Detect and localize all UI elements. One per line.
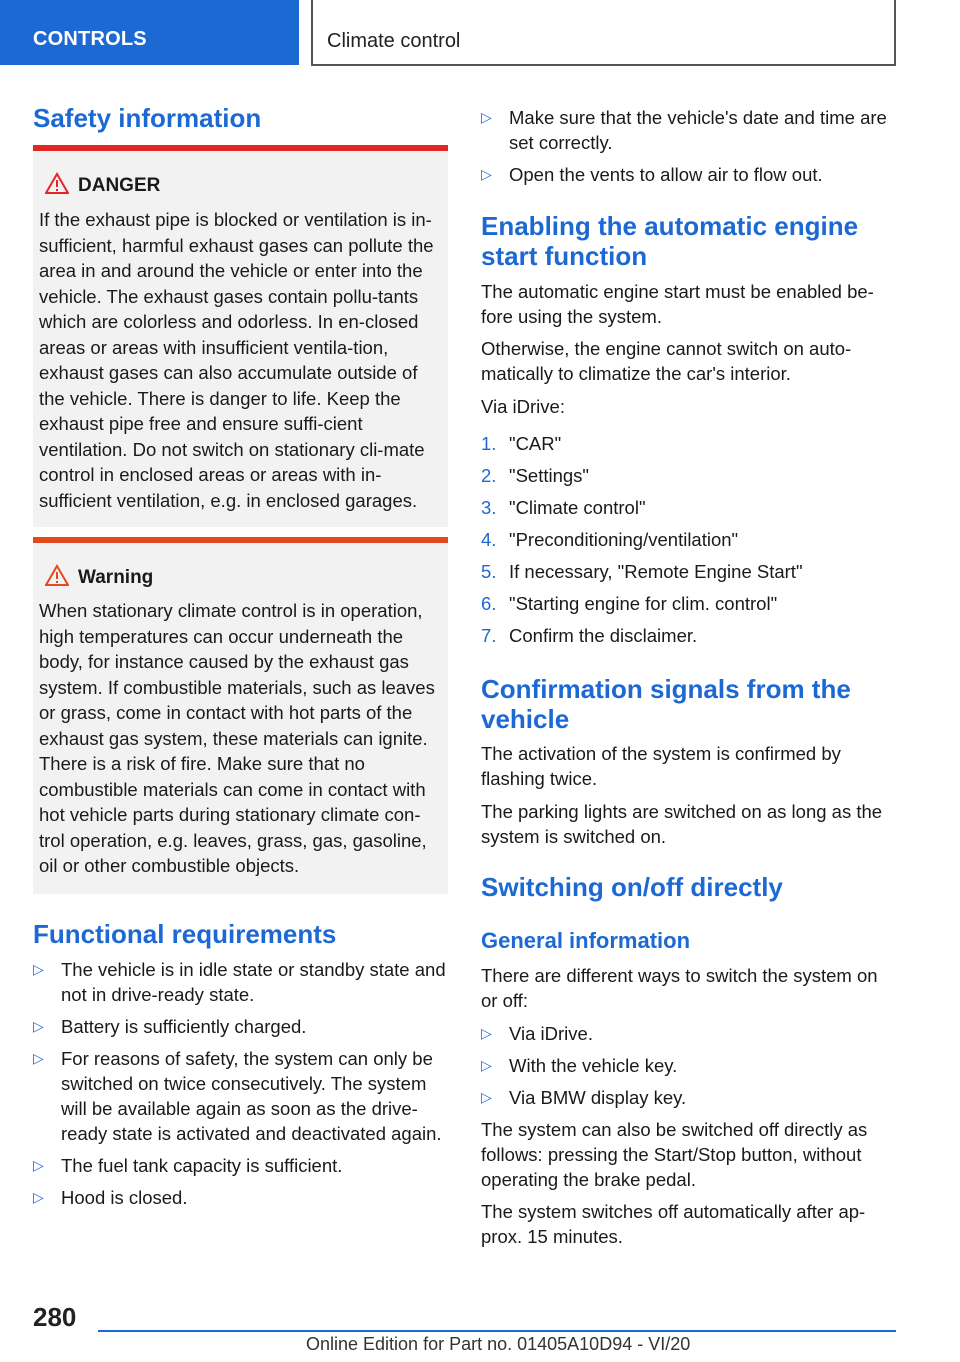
danger-text: If the exhaust pipe is blocked or ventilation is in-sufficient, harmful exhaust gases can pollute the area in and around the vehicle or enter into the vehicle. The exhaust gases contain pollu-tants which are colorless and odorless. In en-closed areas or areas with insufficient ventila-tion, exhaust gases can also accumulate outside of the vehicle. There is danger to life. Keep the exhaust pipe free and ensure suffi-cient ventilation. Do not switch on stationary cli-mate control in enclosed areas or areas with in-sufficient ventilation, e.g. in enclosed garages. — [39, 209, 434, 511]
triangle-bullet-icon: ▷ — [481, 166, 492, 182]
list-item: ▷ Make sure that the vehicle's date and time are set correctly. — [481, 107, 887, 153]
warning-title: Warning — [78, 567, 154, 588]
warning-bar — [33, 537, 448, 543]
warning-box — [33, 537, 448, 894]
triangle-bullet-icon: ▷ — [33, 1018, 44, 1034]
danger-bar — [33, 145, 448, 151]
header-section-tab — [0, 0, 299, 65]
triangle-bullet-icon: ▷ — [481, 109, 492, 125]
list-item: ▷ Via iDrive. — [481, 1023, 593, 1044]
functional-heading: Functional requirements — [33, 919, 337, 949]
list-item: 7. Confirm the disclaimer. — [481, 625, 698, 646]
confirmation-paragraph-2: The parking lights are switched on as long as the system is switched on. — [481, 801, 883, 847]
ways-list — [481, 1021, 896, 1117]
general-paragraph-3: The system switches off automatically after ap-prox. 15 minutes. — [481, 1201, 866, 1247]
steps-list — [481, 431, 896, 655]
footer-edition: Online Edition for Part no. 01405A10D94 - VI/20 — [306, 1334, 691, 1354]
header-chapter-tab — [311, 0, 896, 66]
triangle-bullet-icon: ▷ — [33, 1157, 44, 1173]
list-item: ▷ Hood is closed. — [33, 1187, 188, 1208]
list-item: ▷ Via BMW display key. — [481, 1087, 687, 1108]
general-info-heading: General information — [481, 928, 691, 953]
list-item: 2. "Settings" — [481, 465, 589, 486]
warning-text: When stationary climate control is in operation, high temperatures can occur underneath the body, for instance caused by the exhaust gas system. If combustible materials, such as leaves or grass, come in contact with hot parts of the exhaust gas system, these materials can ignite. There is a risk of fire. Make sure that no combustible materials can come in contact with hot vehicle parts during stationary climate con-trol operation, e.g. leaves, grass, gas, gasoline, oil or other combustible objects. — [39, 600, 435, 876]
header-chapter-label: Climate control — [327, 30, 461, 52]
list-item: 6. "Starting engine for clim. control" — [481, 593, 778, 614]
enable-paragraph-1: The automatic engine start must be enabled be-fore using the system. — [481, 281, 874, 327]
continued-list — [481, 105, 896, 194]
enable-heading: Enabling the automatic engine start function — [481, 211, 859, 271]
list-item: 1. "CAR" — [481, 433, 562, 454]
list-item: ▷ The vehicle is in idle state or standby state and not in drive-ready state. — [33, 959, 446, 1005]
list-item: ▷ Battery is sufficiently charged. — [33, 1016, 307, 1037]
danger-box — [33, 145, 448, 527]
footer-rule — [98, 1330, 896, 1332]
triangle-bullet-icon: ▷ — [481, 1089, 492, 1105]
functional-list — [33, 957, 448, 1217]
list-item: 3. "Climate control" — [481, 497, 646, 518]
confirmation-paragraph-1: The activation of the system is confirmed by flashing twice. — [481, 743, 841, 789]
triangle-bullet-icon: ▷ — [33, 1050, 44, 1066]
triangle-bullet-icon: ▷ — [33, 961, 44, 977]
danger-title: DANGER — [78, 175, 161, 196]
triangle-bullet-icon: ▷ — [481, 1057, 492, 1073]
triangle-bullet-icon: ▷ — [33, 1189, 44, 1205]
list-item: ▷ The fuel tank capacity is sufficient. — [33, 1155, 343, 1176]
list-item: ▷ With the vehicle key. — [481, 1055, 678, 1076]
list-item: 4. "Preconditioning/ventilation" — [481, 529, 739, 550]
danger-triangle-icon — [45, 172, 69, 194]
header-section-label: CONTROLS — [33, 28, 147, 50]
safety-heading: Safety information — [33, 103, 262, 133]
warning-triangle-icon — [45, 564, 69, 586]
list-item: ▷ Open the vents to allow air to flow out. — [481, 164, 823, 185]
general-paragraph-1: There are different ways to switch the system on or off: — [481, 965, 878, 1011]
list-item: ▷ For reasons of safety, the system can only be switched on twice consecutively. The system will be available again as soon as the drive-ready state is activated and deactivated again. — [33, 1048, 442, 1144]
general-paragraph-2: The system can also be switched off directly as follows: pressing the Start/Stop button, without operating the brake pedal. — [481, 1119, 868, 1190]
confirmation-heading: Confirmation signals from the vehicle — [481, 674, 851, 734]
list-item: 5. If necessary, "Remote Engine Start" — [481, 561, 803, 582]
enable-paragraph-2: Otherwise, the engine cannot switch on auto-matically to climatize the car's interior. — [481, 338, 852, 384]
page-number: 280 — [33, 1302, 77, 1332]
triangle-bullet-icon: ▷ — [481, 1025, 492, 1041]
switching-heading: Switching on/off directly — [481, 872, 783, 902]
enable-paragraph-3: Via iDrive: — [481, 396, 565, 417]
